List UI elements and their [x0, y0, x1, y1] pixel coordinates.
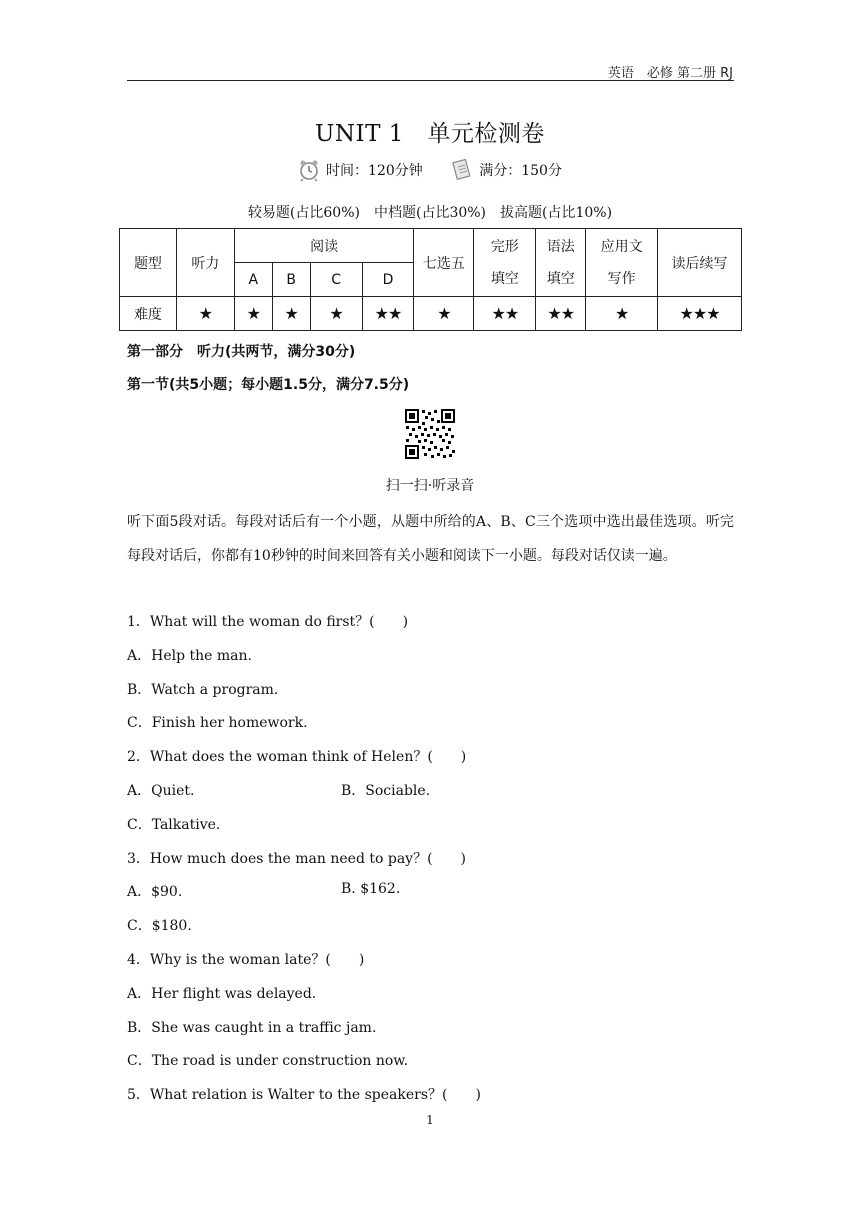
page-number: 1	[426, 1113, 434, 1127]
time-label: 时间：120分钟	[326, 163, 423, 179]
rating-reading-b: ★	[272, 297, 310, 331]
rating-cloze: ★★	[474, 297, 536, 331]
reading-part-a: A	[234, 263, 272, 297]
rating-grammar: ★★	[536, 297, 586, 331]
q3-option-b: B. $162.	[341, 881, 401, 897]
difficulty-label: 难度	[120, 297, 177, 331]
applied-writing-header: 应用文 写作	[586, 229, 658, 297]
question-4: 4．Why is the woman late？( )	[127, 952, 365, 968]
rating-applied-writing: ★	[586, 297, 658, 331]
rating-reading-c: ★	[310, 297, 362, 331]
rating-listening: ★	[176, 297, 234, 331]
question-1: 1．What will the woman do first？( )	[127, 614, 409, 630]
q2-option-b: B．Sociable.	[341, 783, 431, 799]
reading-part-b: B	[272, 263, 310, 297]
cloze-header: 完形 填空	[474, 229, 536, 297]
instructions: 听下面5段对话。每段对话后有一个小题，从题中所给的A、B、C三个选项中选出最佳选项。听完每段对话后，你都有10秒钟的时间来回答有关小题和阅读下一小题。每段对话仅读一遍。	[127, 514, 734, 564]
alarm-clock-icon	[298, 158, 320, 182]
q2-option-a: A．Quiet.	[127, 783, 195, 799]
qr-caption: 扫一扫·听录音	[385, 478, 475, 494]
rating-reading-a: ★	[234, 297, 272, 331]
q4-option-b: B．She was caught in a traffic jam.	[127, 1020, 377, 1036]
q1-option-b: B．Watch a program.	[127, 682, 279, 698]
page-title: UNIT 1 单元检测卷	[315, 121, 545, 147]
running-header: 英语 必修 第二册 RJ	[607, 66, 733, 81]
rating-reading-d: ★★	[362, 297, 414, 331]
question-2: 2．What does the woman think of Helen？( )	[127, 749, 467, 765]
listening-header: 听力	[176, 229, 234, 297]
rating-seven-five: ★	[414, 297, 474, 331]
grammar-header: 语法 填空	[536, 229, 586, 297]
q3-option-c: C．$180.	[127, 918, 192, 934]
q3-option-a: A．$90.	[127, 884, 183, 900]
reading-header: 阅读	[234, 229, 414, 263]
q1-option-c: C．Finish her homework.	[127, 715, 308, 731]
paper-score-icon	[451, 158, 473, 182]
q2-option-c: C．Talkative.	[127, 817, 221, 833]
reading-part-d: D	[362, 263, 414, 297]
exam-info	[0, 158, 860, 186]
question-5: 5．What relation is Walter to the speakers？( )	[127, 1087, 481, 1103]
question-type-table	[119, 228, 742, 331]
rating-continuation: ★★★	[658, 297, 742, 331]
header-rule	[127, 80, 734, 81]
section1-heading: 第一节(共5小题；每小题1.5分，满分7.5分)	[127, 377, 410, 393]
qr-code-icon[interactable]	[404, 408, 456, 460]
seven-five-header: 七选五	[414, 229, 474, 297]
q1-option-a: A．Help the man.	[127, 648, 252, 664]
reading-part-c: C	[310, 263, 362, 297]
q4-option-c: C．The road is under construction now.	[127, 1053, 409, 1069]
question-3: 3．How much does the man need to pay？( )	[127, 851, 467, 867]
part1-heading: 第一部分 听力(共两节，满分30分)	[127, 344, 356, 360]
score-label: 满分：150分	[479, 163, 562, 179]
difficulty-ratio: 较易题(占比60%) 中档题(占比30%) 拔高题(占比10%)	[247, 205, 613, 221]
type-header: 题型	[120, 229, 177, 297]
continuation-header: 读后续写	[658, 229, 742, 297]
q4-option-a: A．Her flight was delayed.	[127, 986, 317, 1002]
